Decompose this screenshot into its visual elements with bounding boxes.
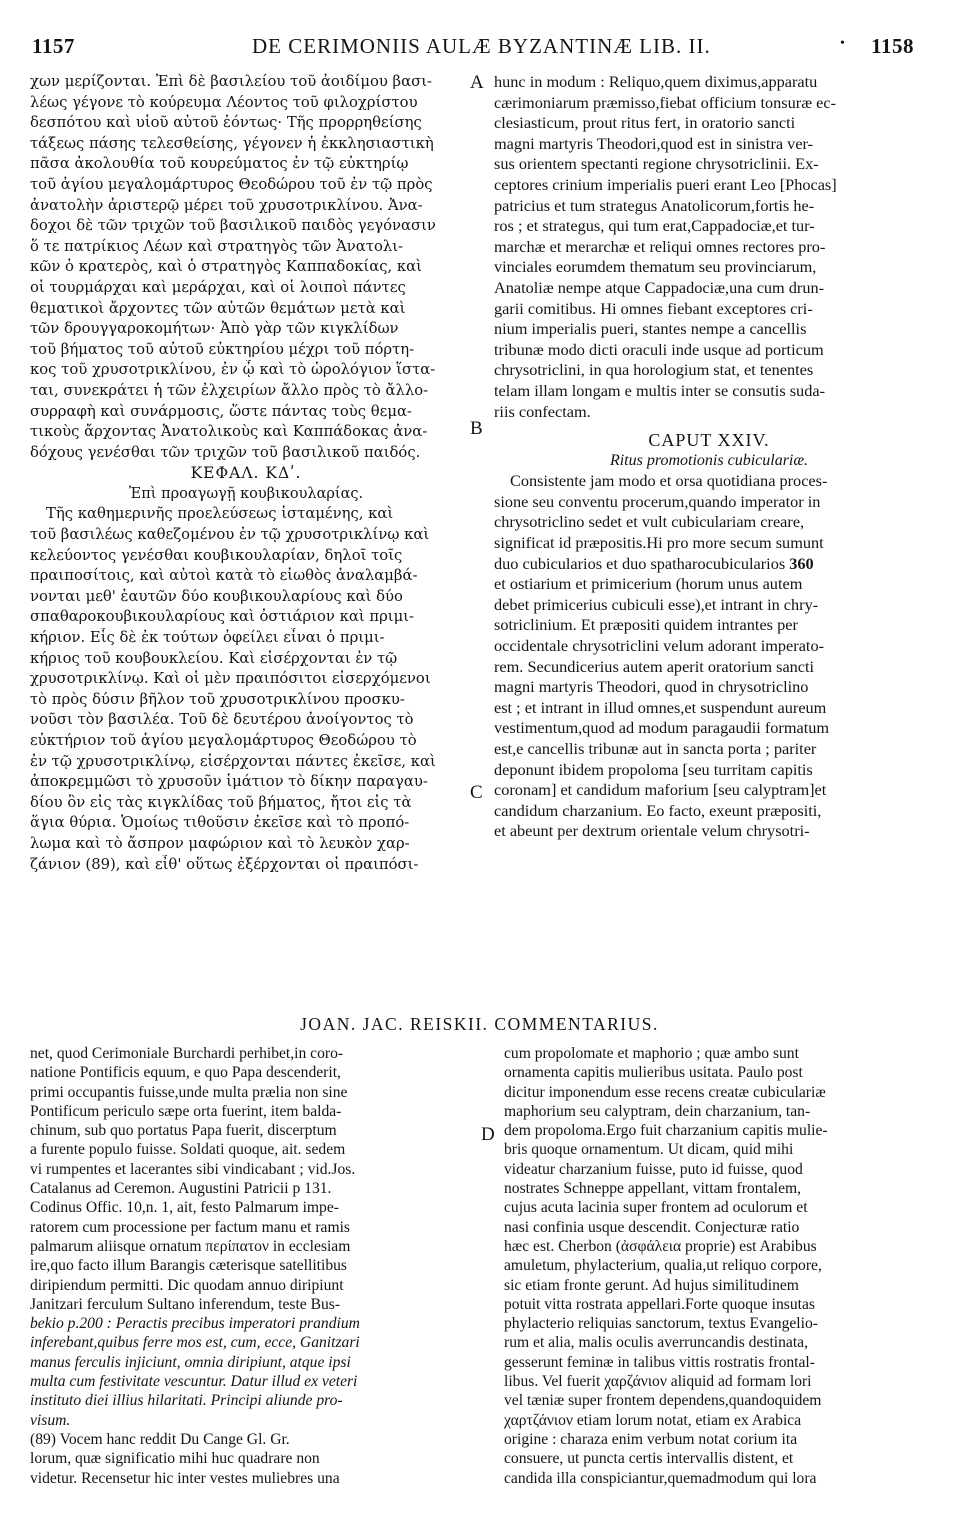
commentary-line: bris quoque ornamentum. Ut dicam, quid mihi — [504, 1141, 794, 1159]
commentary-line: nostrates Schneppe appellant, vittam frontalem, — [504, 1180, 802, 1198]
latin-text-line: magni martyris Theodori,quod est in sinistra ver- — [494, 133, 814, 153]
latin-text-line: tribunæ modo dicti oraculi inde usque ad porticum — [494, 339, 824, 359]
greek-text-line: τῶν δρουγγαροκομήτων· Ἀπὸ γὰρ τῶν κιγκλίδων — [30, 320, 399, 338]
latin-text-line: est ; et intrant in illud omnes,et suspendunt aureum — [494, 697, 827, 717]
commentary-line: diripiendum permitti. Dic quodam annuo diripiunt — [30, 1276, 344, 1294]
latin-text-line: ros ; et strategus, qui tum erat,Cappadociæ,et tur- — [494, 216, 815, 236]
greek-text-line: κος τοῦ χρυσοτρικλίνου, ἐν ᾧ καὶ τὸ ὡρολόγιον ἵστα- — [30, 361, 436, 379]
latin-text-line: hunc in modum : Reliquo,quem diximus,apparatu — [494, 72, 818, 91]
commentary-line: natione Pontificis equum, e quo Papa descenderit, — [30, 1064, 341, 1082]
commentary-line: potuit vitta rostrata appellari.Forte quoque insutas — [504, 1295, 815, 1313]
greek-text-line: θεματικοὶ ἄρχοντες τῶν αὐτῶν θεμάτων μετὰ καὶ — [30, 299, 406, 317]
commentary-line: amuletum, phylacterium, qualia,ut reliquo corpore, — [504, 1257, 822, 1275]
greek-text-line: ἀποκρεμμῶσι τὸ χρυσοῦν ἱμάτιον τὸ δίκην παραγαυ- — [30, 773, 428, 791]
commentary-line: Catalanus ad Ceremon. Augustini Patricii p 131. — [30, 1180, 332, 1198]
greek-text-line: πᾶσα ἀκολουθία τοῦ κουρεύματος ἐν τῷ εὐκτηρίῳ — [30, 155, 409, 173]
greek-text-line: εὐκτήριον τοῦ ἁγίου μεγαλομάρτυρος Θεοδώρου τὸ — [30, 732, 417, 749]
latin-paragraph-top — [494, 72, 924, 422]
latin-text-line: sotriclinium. Et præpositi quidem intrantes per — [494, 615, 798, 635]
latin-text-line: magni martyris Theodori, quod in chrysotriclino — [494, 677, 809, 697]
greek-text-column — [30, 72, 462, 875]
greek-text-line: οἱ τουρμάρχαι καὶ μεράρχαι, καὶ οἱ λοιποὶ πάντες — [30, 278, 406, 296]
greek-text-line: τὸ πρὸς δύσιν βῆλον τοῦ χρυσοτρικλίνου προσκυ- — [30, 690, 405, 708]
latin-text-line: vinciales eorumdem thematum seu provinciarum, — [494, 257, 817, 277]
commentary-line: maphorium seu calyptram, dein charzanium, tan- — [504, 1102, 811, 1120]
greek-text-line: ἐν τῷ χρυσοτρικλίνῳ, εἰσέρχονται πάντες ἐκεῖσε, καὶ — [30, 752, 436, 770]
greek-text-line: ὅ τε πατρίκιος Λέων καὶ στρατηγὸς τῶν Ἀνατολι- — [30, 237, 404, 255]
commentary-line: a furente populo fuisse. Soldati quoque, ait. sedem — [30, 1141, 346, 1159]
latin-text-column — [494, 72, 924, 842]
commentary-line: videatur charzanium fuisse, puto id fuisse, quod — [504, 1160, 803, 1178]
commentary-line: manus ferculis injiciunt, omnia diripiunt, atque ipsi — [30, 1353, 351, 1371]
commentary-line: gesserunt feminæ in talibus vittis rostratis frontal- — [504, 1353, 815, 1371]
page-reference-number: 360 — [785, 553, 814, 573]
greek-text-line: τοῦ βήματος τοῦ αὐτοῦ εὐκτηρίου μέχρι τοῦ πόρτη- — [30, 340, 415, 358]
latin-text-line: nium imperialis pueri, stantes nempe a cancellis — [494, 319, 807, 339]
greek-text-line: νονται μεθ' ἑαυτῶν δύο κουβικουλαρίους καὶ δύο — [30, 587, 403, 605]
commentary-line: cum propolomate et maphorio ; quæ ambo sunt — [504, 1045, 799, 1062]
commentary-line: dicitur imponendum esse recens creatæ cubiculariæ — [504, 1083, 826, 1101]
greek-text-line: λέως γέγονε τὸ κούρευμα Λέοντος τοῦ φιλοχρίστου — [30, 93, 418, 111]
commentary-line: ratorem cum processione per factum manu et ramis — [30, 1218, 350, 1236]
latin-text-line: coronam] et candidum maforium [seu calyptram]et — [494, 780, 827, 800]
latin-text-line: rem. Secundicerius autem aperit oratorium sancti — [494, 656, 815, 676]
running-title: DE CERIMONIIS AULÆ BYZANTINÆ LIB. II. — [252, 34, 711, 58]
commentary-line: multa cum festivitate vescuntur. Datur illud ex veteri — [30, 1373, 358, 1391]
greek-text-line: τοῦ ἁγίου μεγαλομάρτυρος Θεοδώρου τοῦ ἐν τῷ πρὸς — [30, 175, 433, 193]
margin-letter-c: C — [470, 782, 483, 803]
greek-text-line: κελεύοντος γενέσθαι κουβικουλαρίαν, δηλοῖ τοῖς — [30, 546, 403, 564]
latin-text-line: debet primicerius cubiculi esse),et intrant in chry- — [494, 594, 819, 614]
greek-text-line: τικοὺς ἄρχοντας Ἀνατολικοὺς καὶ Καππάδοκας ἀνα- — [30, 423, 428, 441]
commentary-line: phylacterio reliquias sanctorum, textus Evangelio- — [504, 1315, 818, 1333]
greek-text-line: δόχους γενέσθαι τῶν τριχῶν τοῦ βασιλικοῦ παιδός. — [30, 443, 421, 461]
latin-text-line: duo cubicularios et duo spatharocubicularios 360 — [494, 553, 814, 573]
margin-letter-b: B — [470, 418, 483, 439]
latin-text-line: et ostiarium et primicerium (horum unus autem — [494, 574, 803, 594]
greek-paragraph-bottom — [30, 504, 462, 875]
commentary-line: instituto diei illius hilaritati. Principi aliunde pro- — [30, 1392, 343, 1410]
commentary-line: ire,quo facto illum Barangis cæterisque satellitibus — [30, 1257, 347, 1275]
commentary-line: (89) Vocem hanc reddit Du Cange Gl. Gr. — [30, 1430, 290, 1448]
latin-text-line: significat id præpositis.Hi pro more secum sumunt — [494, 533, 824, 553]
commentary-line: sic etiam fronte gerunt. Ad hujus similitudinem — [504, 1276, 799, 1294]
latin-text-line: vestimentum,quod ad modum paragaudii formatum — [494, 718, 830, 738]
latin-text-line: patricius et tum strategus Anatolicorum,fortis he- — [494, 195, 815, 215]
latin-text-line: clesiasticum, prout ritus fert, in oratorio sancti — [494, 113, 796, 133]
page-number-right: 1158 — [871, 34, 914, 58]
latin-text-line: chrysotriclini, in qua horologium stat, et tenentes — [494, 360, 814, 380]
greek-paragraph-top — [30, 72, 462, 463]
commentary-line: Janitzari ferculum Sultano inferendum, teste Bus- — [30, 1295, 341, 1313]
commentary-line: hæc est. Cherbon (ἀσφάλεια proprie) est Arabibus — [504, 1237, 817, 1255]
latin-text-line: riis confectam. — [494, 401, 591, 421]
latin-text-line: Consistente jam modo et orsa quotidiana proces- — [510, 471, 828, 491]
greek-text-line: ἀνατολὴν ἀριστερῷ μέρει τοῦ χρυσοτρικλίνου. Ἀνα- — [30, 196, 423, 214]
greek-text-line: δίου ὃν εἰς τὰς κιγκλίδας τοῦ βήματος, ἤτοι εἰς τὰ — [30, 793, 412, 811]
commentary-line: lorum, quæ significatio mihi huc quadrare non — [30, 1450, 320, 1468]
greek-chapter-subheading: Ἐπὶ προαγωγῇ κουβικουλαρίας. — [128, 485, 364, 502]
greek-chapter-heading: ΚΕΦΑΛ. ΚΔʹ. — [190, 464, 302, 483]
latin-paragraph-bottom — [494, 471, 924, 842]
greek-text-line: χρυσοτρικλίνῳ. Καὶ οἱ μὲν πραιπόσιτοι εἰσερχόμενοι — [30, 670, 431, 688]
commentary-line: primi occupantis fuisse,unde multa prælia non sine — [30, 1083, 348, 1101]
latin-text-line: cærimoniarum præmisso,fiebat officium tonsuræ ec- — [494, 92, 836, 112]
commentary-line: χαρτζάνιον etiam lorum notat, etiam ex Arabica — [504, 1411, 802, 1429]
greek-text-line: τοῦ βασιλέως καθεζομένου ἐν τῷ χρυσοτρικλίνῳ καὶ — [30, 526, 430, 544]
latin-text-line: Anatoliæ nempe atque Cappadociæ,una cum drun- — [494, 277, 825, 297]
latin-chapter-subheading: Ritus promotionis cubiculariæ. — [609, 451, 809, 469]
commentary-line: consuere, ut puncta certis intervallis distent, et — [504, 1450, 794, 1468]
latin-text-line: ceptores crinium imperialis pueri erant Leo [Phocas] — [494, 174, 837, 194]
greek-text-line: δοχοι δὲ τῶν τριχῶν τοῦ βασιλικοῦ παιδὸς γεγόνασιν — [30, 217, 436, 235]
page-number-left: 1157 — [32, 34, 75, 58]
latin-text-line: garii comitibus. Hi omnes fiebant exceptores cri- — [494, 298, 813, 318]
commentary-line: nasi confinia usque descendit. Conjecturæ ratio — [504, 1218, 800, 1236]
running-head-mark: • — [840, 36, 845, 51]
commentary-line: net, quod Cerimoniale Burchardi perhibet,in coro- — [30, 1045, 344, 1062]
greek-text-line: ἅγια θύρια. Ὁμοίως τιθοῦσιν ἐκεῖσε καὶ τὸ προπό- — [30, 814, 410, 832]
latin-text-line: occidentale chrysotriclini velum adorant imperato- — [494, 636, 825, 656]
greek-text-line: πραιποσίτοις, καὶ αὐτοὶ κατὰ τὸ εἰωθὸς ἀναλαμβά- — [30, 567, 418, 585]
latin-text-line: telam illam longam e multis inter se consutis suda- — [494, 380, 825, 400]
greek-text-line: νοῦσι τὸν βασιλέα. Τοῦ δὲ δευτέρου ἀνοίγοντος τὸ — [30, 711, 414, 729]
greek-text-line: ζάνιον (89), καὶ εἶθ' οὕτως ἐξέρχονται οἱ πραιπόσι- — [30, 855, 419, 873]
latin-text-line: candidum charzanium. Eo facto, exeunt præpositi, — [494, 800, 822, 820]
greek-text-line: συρραφὴ καὶ συνάρμοσις, ὥστε πάντας τοὺς θεμα- — [30, 402, 412, 420]
latin-text-line: est,e cancellis tribunæ aut in sancta porta ; pariter — [494, 739, 817, 758]
greek-text-line: ται, συνεκράτει ἡ τῶν ἐλχειρίων ἄλλο πρὸς τὸ ἄλλο- — [30, 381, 429, 399]
latin-text-line: marchæ et merarchæ et reliqui omnes rectores pro- — [494, 236, 826, 256]
commentary-line: origine : charaza enim verbum notat corium ita — [504, 1430, 798, 1448]
latin-text-line: et abeunt per dextrum orientale velum chrysotri- — [494, 821, 810, 841]
commentary-line: palmarum aliisque ornatum περίπατον in ecclesiam — [30, 1237, 351, 1255]
greek-text-line: κήριον. Εἷς δὲ ἐκ τούτων ὀφείλει εἶναι ὁ πριμι- — [30, 629, 385, 647]
commentary-left-column — [30, 1044, 470, 1488]
latin-chapter-heading: CAPUT XXIV. — [648, 430, 770, 451]
commentary-line: rum et alia, malis oculis averruncandis destinata, — [504, 1334, 808, 1352]
greek-text-line: σπαθαροκουβικουλαρίους καὶ ὀστιάριον καὶ πριμι- — [30, 608, 414, 626]
margin-letter-d: D — [481, 1124, 495, 1145]
commentary-line: videtur. Recensetur hic inter vestes muliebres una — [30, 1469, 340, 1487]
greek-text-line: χων μερίζονται. Ἐπὶ δὲ βασιλείου τοῦ ἀοιδίμου βασι- — [30, 73, 433, 90]
greek-text-line: κῶν ὁ κρατερὸς, καὶ ὁ στρατηγὸς Καππαδοκίας, καὶ — [30, 258, 422, 276]
commentary-line: vel tæniæ super frontem dependens,quandoquidem — [504, 1392, 822, 1410]
commentary-line: Codinus Offic. 10,n. 1, ait, festo Palmarum impe- — [30, 1199, 339, 1217]
commentary-line: vi rumpentes et lacerantes sibi vindicabant ; vid.Jos. — [30, 1160, 356, 1178]
commentary-right-column — [504, 1044, 930, 1488]
greek-text-line: κήριος τοῦ κουβουκλείου. Καὶ εἰσέρχονται ἐν τῷ — [30, 649, 398, 667]
latin-text-line: sione seu conventu procerum,quando imperator in — [494, 491, 821, 511]
latin-text-line: deponunt ibidem propoloma [seu turritam capitis — [494, 759, 813, 779]
commentary-line: cujus acuta lacinia super frontem ad oculorum et — [504, 1199, 808, 1217]
commentary-title: JOAN. JAC. REISKII. COMMENTARIUS. — [300, 1014, 659, 1034]
commentary-line: bekio p.200 : Peractis precibus imperatori prandium — [30, 1315, 360, 1333]
greek-text-line: τάξεως πάσης τελεσθείσης, γέγονεν ἡ ἐκκλησιαστικὴ — [30, 134, 434, 152]
commentary-line: candida illa conspiciantur,quemadmodum qui lora — [504, 1469, 817, 1487]
latin-text-line: sus orientem spectanti regione chrysotriclinii. Ex- — [494, 154, 819, 174]
commentary-line: Pontificum periculo sæpe orta fuerint, item balda- — [30, 1102, 342, 1120]
greek-text-line: λωμα καὶ τὸ ἄσπρον μαφώριον καὶ τὸ λευκὸν χαρ- — [30, 834, 410, 852]
commentary-line: chinum, sub quo portatus Papa fuerit, discerptum — [30, 1122, 337, 1140]
commentary-line: dem propoloma.Ergo fuit charzanium capitis mulie- — [504, 1122, 828, 1140]
latin-text-line: chrysotriclino sedet et vult cubiculariam creare, — [494, 512, 805, 532]
margin-letter-a: A — [470, 72, 484, 93]
commentary-line: ornamenta capitis mulieribus usitata. Paulo post — [504, 1064, 803, 1082]
commentary-line: inferebant,quibus ferre mos est, cum, ecce, Ganitzari — [30, 1334, 360, 1352]
commentary-line: libus. Vel fuerit χαρζάνιον aliquid ad formam lori — [504, 1373, 812, 1391]
greek-text-line: δεσπότου καὶ υἱοῦ αὐτοῦ ἐόντως· Τῆς προρρηθείσης — [30, 114, 422, 132]
commentary-line: visum. — [30, 1411, 71, 1429]
greek-text-line: Τῆς καθημερινῆς προελεύσεως ἱσταμένης, καὶ — [46, 505, 394, 523]
running-head — [22, 34, 922, 64]
